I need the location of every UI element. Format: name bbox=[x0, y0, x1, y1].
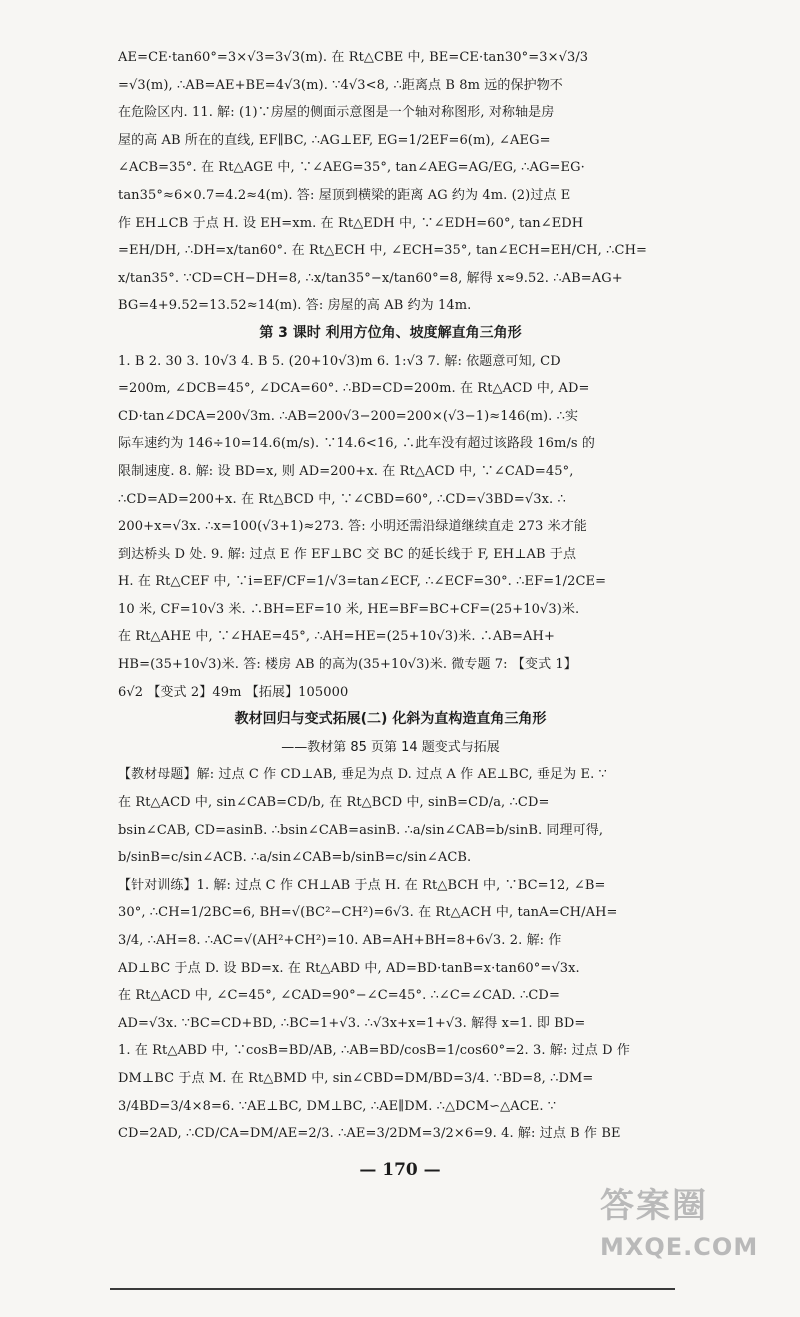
text-line: 6√2 【变式 2】49m 【拓展】105000 bbox=[118, 684, 349, 700]
section-heading: 第 3 课时 利用方位角、坡度解直角三角形 bbox=[259, 324, 522, 341]
bottom-rule bbox=[110, 1288, 675, 1290]
section-heading: 教材回归与变式拓展(二) 化斜为直构造直角三角形 bbox=[234, 711, 547, 728]
text-line: 到达桥头 D 处. 9. 解: 过点 E 作 EF⊥BC 交 BC 的延长线于 F, EH⊥AB 于点 bbox=[118, 546, 577, 562]
text-line: 在 Rt△ACD 中, sin∠CAB=CD/b, 在 Rt△BCD 中, sinB=CD/a, ∴CD= bbox=[118, 795, 550, 811]
text-line: CD=2AD, ∴CD/CA=DM/AE=2/3. ∴AE=3/2DM=3/2×6=9. 4. 解: 过点 B 作 BE bbox=[118, 1126, 621, 1142]
text-line: 【针对训练】1. 解: 过点 C 作 CH⊥AB 于点 H. 在 Rt△BCH 中, ∵BC=12, ∠B= bbox=[118, 877, 606, 893]
text-line: 在危险区内. 11. 解: (1)∵房屋的侧面示意图是一个轴对称图形, 对称轴是房 bbox=[118, 105, 555, 121]
section-subheading: ——教材第 85 页第 14 题变式与拓展 bbox=[281, 739, 500, 755]
text-line: 3/4, ∴AH=8. ∴AC=√(AH²+CH²)=10. AB=AH+BH=8+6√3. 2. 解: 作 bbox=[118, 933, 562, 948]
text-line: 限制速度. 8. 解: 设 BD=x, 则 AD=200+x. 在 Rt△ACD 中, ∵∠CAD=45°, bbox=[118, 463, 574, 479]
text-line: 在 Rt△AHE 中, ∵∠HAE=45°, ∴AH=HE=(25+10√3)米. ∴AB=AH+ bbox=[118, 629, 555, 645]
text-line: x/tan35°. ∵CD=CH−DH=8, ∴x/tan35°−x/tan60°=8, 解得 x≈9.52. ∴AB=AG+ bbox=[118, 270, 623, 286]
text-line: tan35°≈6×0.7=4.2≈4(m). 答: 屋顶到横梁的距离 AG 约为 4m. (2)过点 E bbox=[118, 187, 571, 203]
text-line: =EH/DH, ∴DH=x/tan60°. 在 Rt△ECH 中, ∠ECH=35°, tan∠ECH=EH/CH, ∴CH= bbox=[118, 243, 647, 259]
text-line: ∠ACB=35°. 在 Rt△AGE 中, ∵∠AEG=35°, tan∠AEG=AG/EG, ∴AG=EG· bbox=[118, 160, 585, 176]
page-number: — 170 — bbox=[359, 1160, 441, 1180]
text-line: =200m, ∠DCB=45°, ∠DCA=60°. ∴BD=CD=200m. 在 Rt△ACD 中, AD= bbox=[118, 381, 590, 397]
text-line: 10 米, CF=10√3 米. ∴BH=EF=10 米, HE=BF=BC+CF=(25+10√3)米. bbox=[118, 601, 580, 617]
text-line: 1. 在 Rt△ABD 中, ∵cosB=BD/AB, ∴AB=BD/cosB=1/cos60°=2. 3. 解: 过点 D 作 bbox=[118, 1043, 630, 1059]
watermark-logo bbox=[600, 1178, 780, 1298]
text-line: 在 Rt△ACD 中, ∠C=45°, ∠CAD=90°−∠C=45°. ∴∠C=∠CAD. ∴CD= bbox=[118, 988, 560, 1004]
text-line: 200+x=√3x. ∴x=100(√3+1)≈273. 答: 小明还需沿绿道继续直走 273 米才能 bbox=[118, 519, 587, 535]
text-line: =√3(m), ∴AB=AE+BE=4√3(m). ∵4√3<8, ∴距离点 B 8m 远的保护物不 bbox=[118, 77, 563, 93]
text-line: HB=(35+10√3)米. 答: 楼房 AB 的高为(35+10√3)米. 微专题 7: 【变式 1】 bbox=[118, 657, 577, 673]
text-line: 屋的高 AB 所在的直线, EF∥BC, ∴AG⊥EF, EG=1/2EF=6(m), ∠AEG= bbox=[118, 132, 551, 148]
text-line: 3/4BD=3/4×8=6. ∵AE⊥BC, DM⊥BC, ∴AE∥DM. ∴△DCM∽△ACE. ∵ bbox=[118, 1098, 557, 1114]
watermark-bottom-text: MXQE.COM bbox=[600, 1233, 759, 1261]
text-line: AD⊥BC 于点 D. 设 BD=x. 在 Rt△ABD 中, AD=BD·tanB=x·tan60°=√3x. bbox=[118, 960, 580, 976]
text-line: AE=CE·tan60°=3×√3=3√3(m). 在 Rt△CBE 中, BE=CE·tan30°=3×√3/3 bbox=[118, 50, 589, 65]
text-line: 作 EH⊥CB 于点 H. 设 EH=xm. 在 Rt△EDH 中, ∵∠EDH=60°, tan∠EDH bbox=[118, 215, 584, 231]
watermark-top-text: 答案圈 bbox=[600, 1186, 708, 1226]
text-line: b/sinB=c/sin∠ACB. ∴a/sin∠CAB=b/sinB=c/sin∠ACB. bbox=[118, 850, 472, 866]
text-line: 际车速约为 146÷10=14.6(m/s). ∵14.6<16, ∴此车没有超过该路段 16m/s 的 bbox=[118, 436, 596, 452]
page-content bbox=[118, 44, 663, 1148]
text-line: bsin∠CAB, CD=asinB. ∴bsin∠CAB=asinB. ∴a/sin∠CAB=b/sinB. 同理可得, bbox=[118, 822, 604, 838]
text-line: BG=4+9.52=13.52≈14(m). 答: 房屋的高 AB 约为 14m. bbox=[118, 298, 472, 314]
text-line: DM⊥BC 于点 M. 在 Rt△BMD 中, sin∠CBD=DM/BD=3/4. ∵BD=8, ∴DM= bbox=[118, 1070, 594, 1086]
text-line: 【教材母题】解: 过点 C 作 CD⊥AB, 垂足为点 D. 过点 A 作 AE⊥BC, 垂足为 E. ∵ bbox=[118, 767, 607, 783]
text-line: CD·tan∠DCA=200√3m. ∴AB=200√3−200=200×(√3−1)≈146(m). ∴实 bbox=[118, 408, 579, 424]
text-line: AD=√3x. ∵BC=CD+BD, ∴BC=1+√3. ∴√3x+x=1+√3. 解得 x=1. 即 BD= bbox=[118, 1015, 586, 1031]
text-line: 30°, ∴CH=1/2BC=6, BH=√(BC²−CH²)=6√3. 在 Rt△ACH 中, tanA=CH/AH= bbox=[118, 905, 618, 921]
text-line: H. 在 Rt△CEF 中, ∵i=EF/CF=1/√3=tan∠ECF, ∴∠ECF=30°. ∴EF=1/2CE= bbox=[118, 574, 607, 590]
text-line: ∴CD=AD=200+x. 在 Rt△BCD 中, ∵∠CBD=60°, ∴CD=√3BD=√3x. ∴ bbox=[118, 491, 566, 507]
text-line: 1. B 2. 30 3. 10√3 4. B 5. (20+10√3)m 6. 1:√3 7. 解: 依题意可知, CD bbox=[118, 353, 561, 369]
